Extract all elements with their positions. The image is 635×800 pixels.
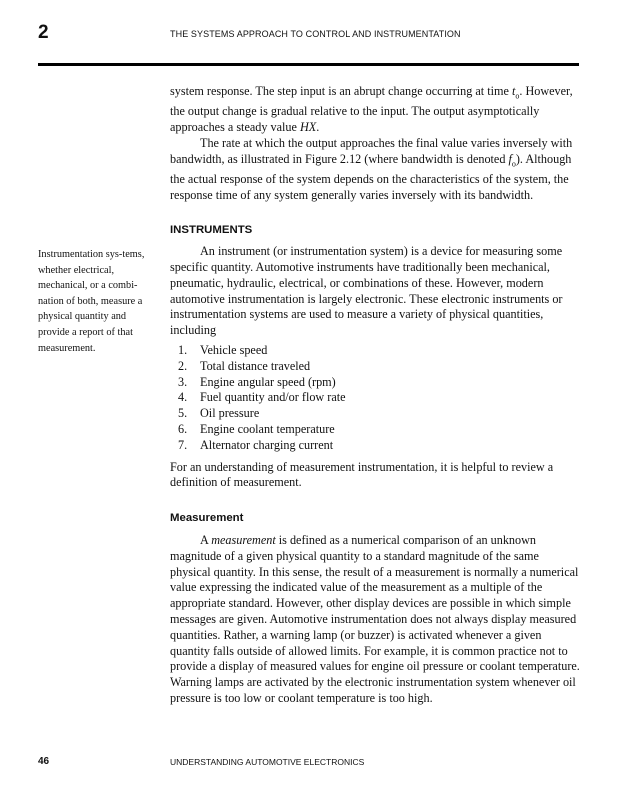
- bandwidth-subscript: o: [511, 159, 516, 169]
- list-item-number: 7.: [178, 437, 188, 452]
- list-item-text: Engine angular speed (rpm): [200, 374, 336, 389]
- list-item-text: Vehicle speed: [200, 343, 268, 358]
- list-item: [170, 375, 580, 391]
- list-item-number: 5.: [178, 406, 188, 421]
- intro-text: The rate at which the output approaches the final value varies inversely with bandwidth, as illustrated in Figure 2.12 (where bandwidth is denoted: [170, 135, 573, 166]
- intro-paragraph-2: [170, 136, 580, 204]
- list-item-text: Oil pressure: [200, 406, 260, 421]
- list-item-text: Engine coolant temperature: [200, 422, 335, 437]
- list-item: [170, 390, 580, 406]
- main-column: [170, 84, 580, 707]
- list-item: [170, 343, 580, 359]
- intro-text: . However, the output change is gradual relative to the input. The output asymptotically approaches a steady value: [170, 84, 573, 135]
- steady-value-symbol: HX: [299, 120, 317, 135]
- running-header: THE SYSTEMS APPROACH TO CONTROL AND INSTRUMENTATION: [170, 29, 461, 39]
- intro-text: ). Although the actual response of the system depends on the characteristics of the system, the response time of any system generally varies inversely with its bandwidth.: [170, 151, 572, 202]
- bandwidth-symbol: f: [508, 151, 512, 166]
- list-item-number: 4.: [178, 390, 188, 405]
- section-heading-instruments: INSTRUMENTS: [170, 224, 253, 237]
- time-subscript: o: [515, 91, 520, 101]
- quantities-list: [170, 343, 580, 454]
- time-symbol: t: [511, 84, 516, 98]
- intro-text: .: [316, 120, 320, 135]
- list-item: [170, 422, 580, 438]
- measurement-text: is defined as a numerical comparison of an unknown magnitude of a given physical quantity to a standard magnitude of the same physical quantity. In this sense, the result of a measurement is normally a numerical value expressing the indicated value of the measurement as a multiple of the appropriate standard. However, other display devices are possible in which simple messages are given. Automotive instrumentation does not always display measured quantities. Rather, a warning lamp (or buzzer) is activated whenever a given quantity falls outside of allowed limits. For example, it is common practice not to provide a display of measured values for engine oil pressure or coolant temperature. Warning lamps are activated by the electronic instrumentation system whenever oil pressure is too low or coolant temperature is too high.: [170, 533, 580, 705]
- header-rule: [38, 63, 579, 66]
- defined-term: measurement: [211, 533, 276, 547]
- list-item-number: 2.: [178, 358, 188, 373]
- intro-text: system response. The step input is an abrupt change occurring at time: [170, 84, 512, 98]
- list-item: [170, 438, 580, 454]
- margin-note-text: Instrumentation sys-tems, whether electrical, mechanical, or a combi-nation of both, measure a physical quantity and provide a report of that measurement.: [38, 249, 145, 354]
- list-item: [170, 406, 580, 422]
- margin-note: [38, 247, 160, 356]
- measurement-paragraph: [170, 533, 580, 707]
- page-number: 46: [38, 756, 50, 767]
- measurement-text: A: [200, 533, 212, 547]
- list-item-text: Total distance traveled: [200, 358, 311, 373]
- intro-paragraph-1: [170, 84, 580, 136]
- list-item: [170, 359, 580, 375]
- section-heading-measurement: Measurement: [170, 512, 244, 525]
- chapter-number: 2: [38, 22, 49, 43]
- running-footer: UNDERSTANDING AUTOMOTIVE ELECTRONICS: [170, 757, 365, 767]
- list-item-number: 6.: [178, 422, 188, 437]
- definition-paragraph: For an understanding of measurement instrumentation, it is helpful to review a definition of measurement.: [170, 459, 554, 490]
- list-item-text: Fuel quantity and/or flow rate: [200, 390, 346, 405]
- list-item-number: 1.: [178, 343, 188, 358]
- instruments-paragraph: An instrument (or instrumentation system) is a device for measuring some specific quantity. Automotive instruments have traditionally been mechanical, pneumatic, hydraulic, electrical, or combinations of these. However, modern automotive instrumentation is largely electronic. These electronic instruments or instrumentation systems are used to measure a variety of physical quantities, including: [170, 244, 563, 338]
- list-item-number: 3.: [178, 374, 188, 389]
- list-item-text: Alternator charging current: [200, 437, 334, 452]
